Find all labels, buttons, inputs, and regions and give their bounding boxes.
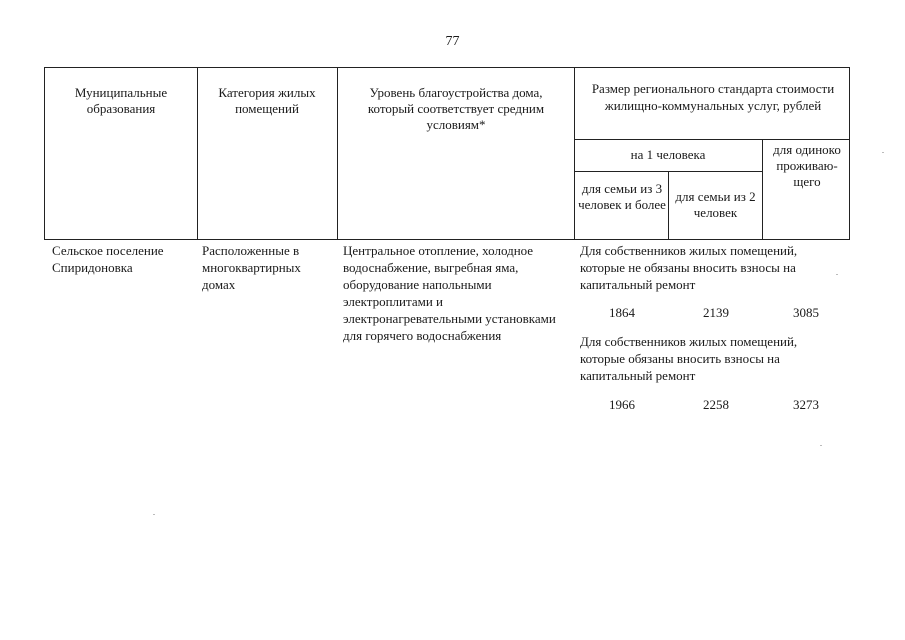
scan-mark (882, 152, 884, 153)
value-family-3: 1966 (609, 397, 635, 412)
header-per-person: на 1 человека (630, 147, 706, 162)
value-family-2: 2258 (703, 397, 729, 412)
column-divider (762, 139, 763, 239)
page-number: 77 (445, 34, 460, 49)
scan-mark (836, 274, 838, 275)
scan-mark (153, 514, 155, 515)
column-divider (197, 68, 198, 239)
header-standard: Размер регионального стандарта стоимости жилищно-коммунальных услуг, рублей (591, 81, 835, 113)
header-family-3: для семьи из 3 человек и более (578, 181, 666, 212)
header-single: для одиноко проживаю- щего (773, 142, 841, 189)
value-family-3: 1864 (609, 305, 635, 320)
group-label: Для собственников жилых помещений, которые не обязаны вносить взносы на капитальный ремонт (580, 243, 798, 292)
column-divider (574, 68, 575, 239)
scan-mark (820, 445, 822, 446)
header-family-2: для семьи из 2 человек (675, 189, 756, 220)
table-header (44, 67, 850, 240)
value-single: 3273 (793, 397, 819, 412)
group-label: Для собственников жилых помещений, которые обязаны вносить взносы на капитальный ремонт (580, 334, 798, 383)
row-comfort: Центральное отопление, холодное водоснабжение, выгребная яма, оборудование напольными электроплитами и электронагревательными установками для горячего водоснабжения (343, 243, 556, 343)
value-family-2: 2139 (703, 305, 729, 320)
row-category: Расположенные в многоквартирных домах (202, 243, 301, 292)
column-divider (668, 171, 669, 239)
header-category: Категория жилых помещений (218, 85, 316, 116)
value-single: 3085 (793, 305, 819, 320)
row-divider (574, 139, 849, 140)
column-divider (337, 68, 338, 239)
header-municipality: Муниципальные образования (74, 85, 168, 116)
row-municipality: Сельское поселение Спиридоновка (52, 243, 164, 275)
header-comfort: Уровень благоустройства дома, который соответствует средним условиям* (367, 85, 545, 132)
